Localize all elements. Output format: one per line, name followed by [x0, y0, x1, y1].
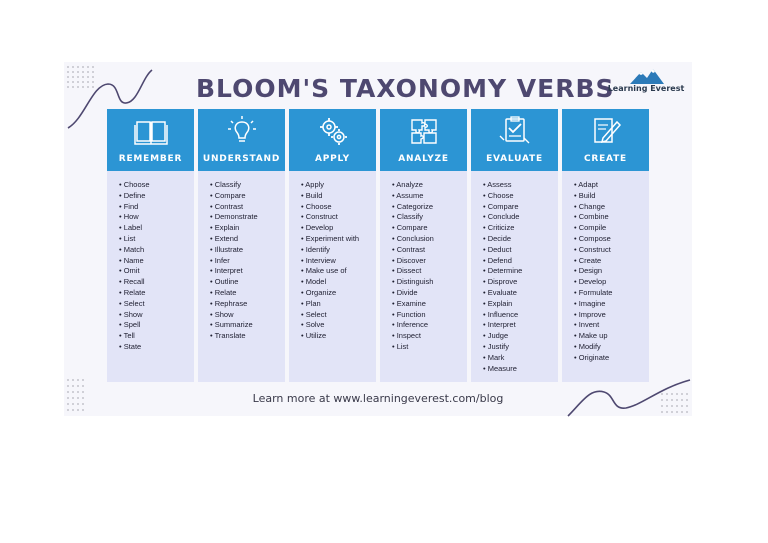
lightbulb-icon: [225, 116, 259, 146]
verb-item: • Select: [119, 299, 194, 310]
mountain-icon: [630, 68, 664, 84]
verb-item: • Decide: [483, 234, 558, 245]
verb-item: • Utilize: [301, 331, 376, 342]
verb-item: • Build: [301, 191, 376, 202]
verb-item: • Relate: [210, 288, 285, 299]
book-icon: [134, 116, 168, 146]
verb-item: • Summarize: [210, 320, 285, 331]
verb-item: • Choose: [483, 191, 558, 202]
verb-item: • Spell: [119, 320, 194, 331]
verb-item: • Assess: [483, 180, 558, 191]
verb-item: • Recall: [119, 277, 194, 288]
verb-item: • Criticize: [483, 223, 558, 234]
column-title: REMEMBER: [118, 154, 183, 164]
verb-item: • Compose: [574, 234, 649, 245]
verb-list: [107, 171, 194, 382]
verb-item: • Illustrate: [210, 245, 285, 256]
verb-list: [289, 171, 376, 382]
verb-item: • Contrast: [210, 202, 285, 213]
verb-item: • Name: [119, 256, 194, 267]
verb-item: • Contrast: [392, 245, 467, 256]
taxonomy-columns: [107, 109, 649, 382]
verb-item: • Adapt: [574, 180, 649, 191]
column-remember: [107, 109, 194, 382]
verb-item: • Find: [119, 202, 194, 213]
brand-logo: [604, 68, 688, 98]
verb-item: • Infer: [210, 256, 285, 267]
verb-item: • Show: [210, 310, 285, 321]
verb-item: • Measure: [483, 364, 558, 375]
verb-item: • Conclude: [483, 212, 558, 223]
verb-item: • Examine: [392, 299, 467, 310]
verb-item: • Inference: [392, 320, 467, 331]
verb-item: • State: [119, 342, 194, 353]
verb-item: • Interview: [301, 256, 376, 267]
verb-item: • Solve: [301, 320, 376, 331]
verb-item: • Compile: [574, 223, 649, 234]
verb-item: • Rephrase: [210, 299, 285, 310]
verb-item: • Categorize: [392, 202, 467, 213]
verb-list: [198, 171, 285, 382]
verb-item: • Make use of: [301, 266, 376, 277]
verb-item: • Analyze: [392, 180, 467, 191]
verb-item: • Disprove: [483, 277, 558, 288]
verb-item: • Compare: [483, 202, 558, 213]
verb-list: [562, 171, 649, 382]
verb-item: • Compare: [210, 191, 285, 202]
verb-item: • Change: [574, 202, 649, 213]
page-title: BLOOM'S TAXONOMY VERBS: [196, 74, 615, 103]
verb-item: • Determine: [483, 266, 558, 277]
verb-item: • Imagine: [574, 299, 649, 310]
verb-item: • Classify: [392, 212, 467, 223]
verb-item: • Organize: [301, 288, 376, 299]
verb-item: • Judge: [483, 331, 558, 342]
verb-item: • Deduct: [483, 245, 558, 256]
verb-item: • Inspect: [392, 331, 467, 342]
verb-item: • Divide: [392, 288, 467, 299]
verb-item: • Define: [119, 191, 194, 202]
verb-item: • Design: [574, 266, 649, 277]
verb-item: • Invent: [574, 320, 649, 331]
verb-item: • Construct: [301, 212, 376, 223]
verb-item: • Conclusion: [392, 234, 467, 245]
puzzle-icon: [407, 116, 441, 146]
column-apply: [289, 109, 376, 382]
verb-item: • Identify: [301, 245, 376, 256]
verb-item: • Label: [119, 223, 194, 234]
verb-item: • Combine: [574, 212, 649, 223]
verb-item: • Classify: [210, 180, 285, 191]
verb-item: • Apply: [301, 180, 376, 191]
column-analyze: [380, 109, 467, 382]
verb-item: • Create: [574, 256, 649, 267]
column-title: APPLY: [314, 154, 350, 164]
verb-item: • Match: [119, 245, 194, 256]
column-header: [198, 109, 285, 171]
verb-item: • Develop: [301, 223, 376, 234]
verb-item: • Assume: [392, 191, 467, 202]
column-header: [471, 109, 558, 171]
verb-item: • Explain: [210, 223, 285, 234]
verb-item: • Build: [574, 191, 649, 202]
verb-item: • Choose: [301, 202, 376, 213]
column-header: [380, 109, 467, 171]
verb-item: • Mark: [483, 353, 558, 364]
verb-item: • Choose: [119, 180, 194, 191]
column-header: [562, 109, 649, 171]
verb-item: • Explain: [483, 299, 558, 310]
column-header: [107, 109, 194, 171]
column-title: UNDERSTAND: [202, 154, 281, 164]
verb-list: [471, 171, 558, 382]
verb-item: • Translate: [210, 331, 285, 342]
verb-item: • How: [119, 212, 194, 223]
verb-item: • Discover: [392, 256, 467, 267]
verb-item: • List: [119, 234, 194, 245]
column-header: [289, 109, 376, 171]
verb-item: • Function: [392, 310, 467, 321]
column-title: EVALUATE: [486, 154, 543, 164]
verb-item: • Originate: [574, 353, 649, 364]
column-evaluate: [471, 109, 558, 382]
column-title: CREATE: [583, 154, 628, 164]
verb-item: • Make up: [574, 331, 649, 342]
column-title: ANALYZE: [398, 154, 449, 164]
column-understand: [198, 109, 285, 382]
verb-item: • Demonstrate: [210, 212, 285, 223]
pencil-paper-icon: [589, 116, 623, 146]
verb-item: • Extend: [210, 234, 285, 245]
clipboard-check-icon: [498, 116, 532, 146]
verb-item: • Omit: [119, 266, 194, 277]
verb-item: • Influence: [483, 310, 558, 321]
verb-item: • Plan: [301, 299, 376, 310]
verb-item: • Relate: [119, 288, 194, 299]
column-create: [562, 109, 649, 382]
brand-name: Learning Everest: [607, 84, 685, 93]
verb-item: • Compare: [392, 223, 467, 234]
footer-link-text: Learn more at www.learningeverest.com/blog: [252, 392, 504, 405]
verb-item: • Distinguish: [392, 277, 467, 288]
verb-item: • Tell: [119, 331, 194, 342]
verb-item: • Show: [119, 310, 194, 321]
verb-list: [380, 171, 467, 382]
verb-item: • Formulate: [574, 288, 649, 299]
verb-item: • Justify: [483, 342, 558, 353]
verb-item: • Interpret: [483, 320, 558, 331]
verb-item: • Interpret: [210, 266, 285, 277]
verb-item: • Evaluate: [483, 288, 558, 299]
verb-item: • Construct: [574, 245, 649, 256]
verb-item: • Defend: [483, 256, 558, 267]
verb-item: • List: [392, 342, 467, 353]
verb-item: • Outline: [210, 277, 285, 288]
verb-item: • Model: [301, 277, 376, 288]
gears-icon: [316, 116, 350, 146]
verb-item: • Develop: [574, 277, 649, 288]
verb-item: • Select: [301, 310, 376, 321]
verb-item: • Improve: [574, 310, 649, 321]
verb-item: • Experiment with: [301, 234, 376, 245]
verb-item: • Dissect: [392, 266, 467, 277]
verb-item: • Modify: [574, 342, 649, 353]
